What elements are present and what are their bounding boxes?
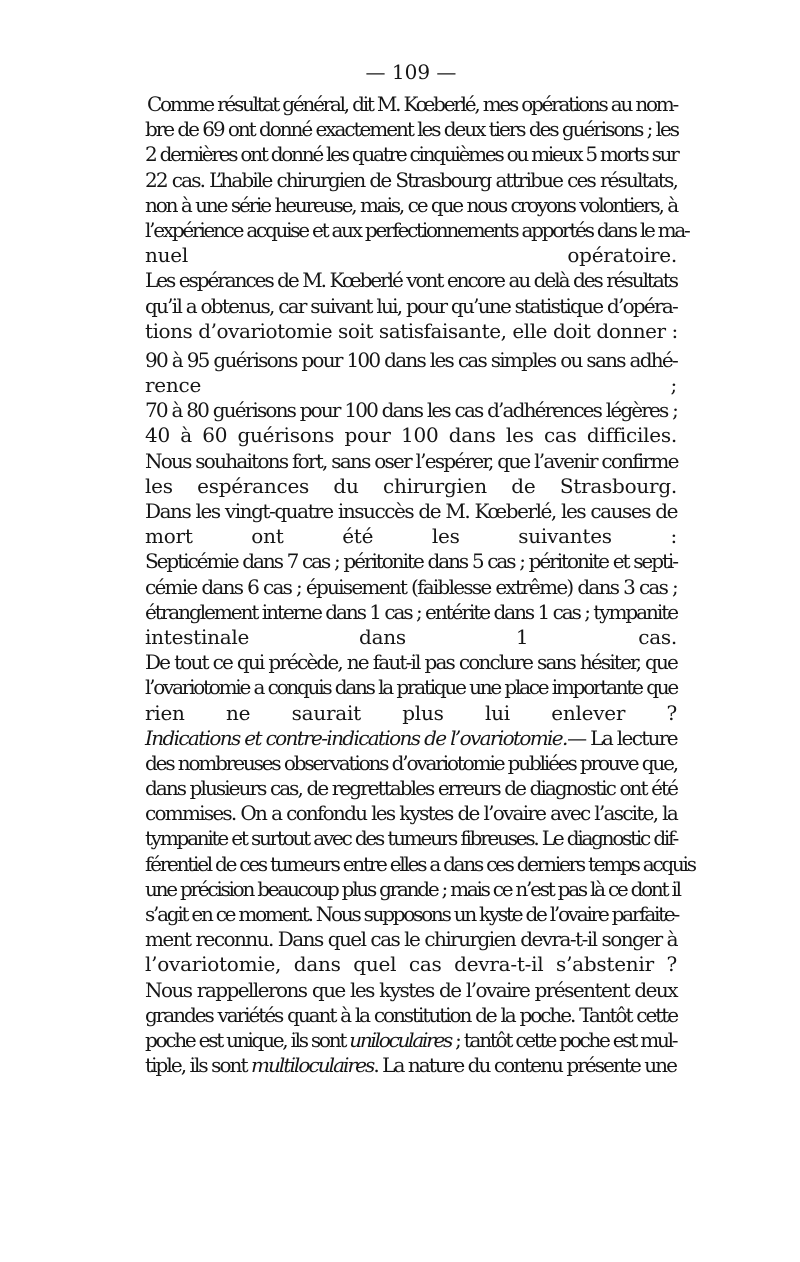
text-fragment: poche est unique, ils sont: [145, 1027, 350, 1052]
text-line: 70 à 80 guérisons pour 100 dans les cas d’adhérences légères ;: [145, 398, 677, 423]
body-text: [145, 92, 695, 1078]
text-line: 90 à 95 guérisons pour 100 dans les cas simples ou sans adhé-: [145, 347, 677, 372]
text-line: l’ovariotomie a conquis dans la pratique une place importante que: [145, 675, 677, 700]
page-number: — 109 —: [365, 60, 457, 84]
text-line: s’agit en ce moment. Nous supposons un kyste de l’ovaire parfaite-: [145, 902, 679, 926]
text-line: rence ;: [145, 373, 677, 398]
text-line: Dans les vingt-quatre insuccès de M. Kœberlé, les causes de: [145, 499, 677, 523]
text-line: 22 cas. L’habile chirurgien de Strasbourg attribue ces résultats,: [145, 167, 677, 192]
text-line: Comme résultat général, dit M. Kœberlé, mes opérations au nom-: [147, 92, 677, 116]
text-fragment: . La nature du contenu présente une: [373, 1053, 676, 1078]
section-heading: Indications et contre-indications de l’ovariotomie.: [145, 725, 567, 750]
text-line: intestinale dans 1 cas.: [145, 624, 677, 649]
text-line: tions d’ovariotomie soit satisfaisante, elle doit donner :: [145, 318, 678, 343]
text-line: De tout ce qui précède, ne faut-il pas conclure sans hésiter, que: [145, 650, 677, 675]
text-line: une précision beaucoup plus grande ; mais ce n’est pas là ce dont il: [145, 876, 680, 901]
text-line: des nombreuses observations d’ovariotomie publiées prouve que,: [145, 750, 677, 775]
text-line: grandes variétés quant à la constitution de la poche. Tantôt cette: [145, 1002, 677, 1027]
emphasis-term: multiloculaires: [250, 1053, 374, 1078]
text-line: Les espérances de M. Kœberlé vont encore au delà des résultats: [145, 268, 677, 293]
text-line: férentiel de ces tumeurs entre elles a dans ces derniers temps acquis: [145, 851, 695, 876]
text-line: ment reconnu. Dans quel cas le chirurgien devra-t-il songer à: [145, 927, 677, 952]
text-line: 2 dernières ont donné les quatre cinquièmes ou mieux 5 morts sur: [145, 142, 678, 167]
text-line: Nous rappellerons que les kystes de l’ovaire présentent deux: [145, 977, 677, 1002]
text-line: non à une série heureuse, mais, ce que nous croyons volontiers, à: [145, 192, 677, 217]
text-line: Nous souhaitons fort, sans oser l’espérer, que l’avenir confirme: [145, 448, 678, 473]
text-line: nuel opératoire.: [145, 243, 677, 268]
text-line: rien ne saurait plus lui enlever ?: [145, 700, 677, 725]
text-line: dans plusieurs cas, de regrettables erreurs de diagnostic ont été: [145, 776, 677, 801]
text-line: tympanite et surtout avec des tumeurs fibreuses. Le diagnostic dif-: [145, 826, 677, 851]
text-fragment: — La lecture: [567, 725, 677, 750]
text-line: bre de 69 ont donné exactement les deux tiers des guérisons ; les: [145, 117, 679, 142]
text-line: Septicémie dans 7 cas ; péritonite dans 5 cas ; péritonite et septi-: [145, 549, 677, 574]
book-page: [145, 58, 695, 1078]
text-line: mort ont été les suivantes :: [145, 524, 677, 549]
text-line: [145, 1053, 677, 1078]
text-line: l’ovariotomie, dans quel cas devra-t-il s’abstenir ?: [145, 952, 677, 977]
text-line: 40 à 60 guérisons pour 100 dans les cas difficiles.: [145, 423, 677, 448]
text-line: les espérances du chirurgien de Strasbourg.: [145, 473, 677, 498]
text-line: étranglement interne dans 1 cas ; entérite dans 1 cas ; tympanite: [145, 599, 677, 624]
text-fragment: ; tantôt cette poche est mul-: [451, 1027, 677, 1052]
text-line: [145, 1028, 677, 1053]
text-fragment: tiple, ils sont: [145, 1053, 251, 1078]
text-line: [145, 726, 677, 751]
emphasis-term: uniloculaires: [349, 1027, 452, 1052]
text-line: l’expérience acquise et aux perfectionnements apportés dans le ma-: [145, 217, 689, 242]
text-line: qu’il a obtenus, car suivant lui, pour qu’une statistique d’opéra-: [145, 293, 677, 318]
text-line: cémie dans 6 cas ; épuisement (faiblesse extrême) dans 3 cas ;: [145, 574, 677, 599]
text-line: commises. On a confondu les kystes de l’ovaire avec l’ascite, la: [145, 801, 677, 826]
